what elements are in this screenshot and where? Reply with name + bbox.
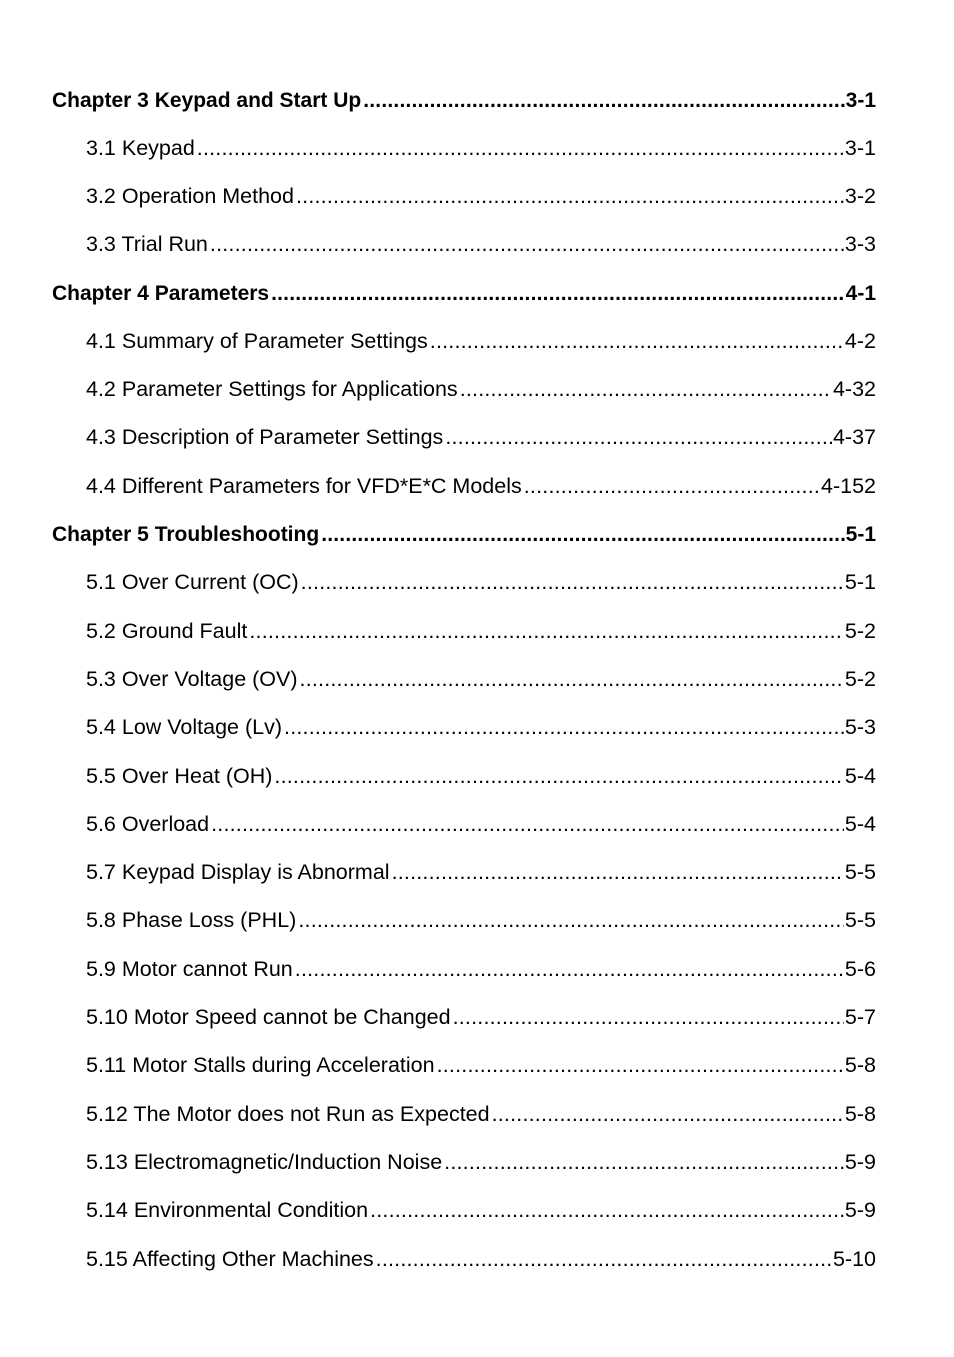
toc-dot-leader	[437, 1055, 844, 1077]
toc-entry-page: 4-2	[844, 328, 876, 353]
toc-section-5-1[interactable]	[0, 559, 954, 607]
toc-entry-title: 5.5 Over Heat (OH)	[86, 763, 273, 788]
toc-section-4-1[interactable]	[0, 317, 954, 365]
toc-entry-title: 5.15 Affecting Other Machines	[86, 1246, 374, 1271]
toc-entry-page: 5-4	[844, 811, 876, 836]
toc-entry-title: 4.3 Description of Parameter Settings	[86, 425, 444, 450]
toc-section-5-5[interactable]	[0, 752, 954, 800]
toc-dot-leader	[321, 524, 844, 545]
toc-dot-leader	[430, 331, 844, 353]
toc-entry-title: 4.1 Summary of Parameter Settings	[86, 328, 428, 353]
toc-entry-title: 4.4 Different Parameters for VFD*E*C Models	[86, 473, 522, 498]
toc-dot-leader	[492, 1104, 844, 1126]
toc-entry-page: 5-8	[844, 1101, 876, 1126]
toc-section-5-12[interactable]	[0, 1090, 954, 1138]
toc-dot-leader	[376, 1249, 832, 1271]
toc-entry-title: 5.4 Low Voltage (Lv)	[86, 715, 283, 740]
toc-entry-title: 5.9 Motor cannot Run	[86, 956, 293, 981]
toc-entry-page: 5-1	[845, 523, 876, 547]
toc-entry-title: Chapter 5 Troubleshooting	[52, 523, 320, 547]
toc-dot-leader	[301, 572, 844, 594]
toc-dot-leader	[460, 379, 832, 401]
toc-dot-leader	[210, 234, 844, 256]
toc-dot-leader	[453, 1007, 844, 1029]
toc-section-5-3[interactable]	[0, 656, 954, 704]
toc-entry-page: 5-5	[844, 860, 876, 885]
toc-section-5-6[interactable]	[0, 800, 954, 848]
toc-entry-title: 5.7 Keypad Display is Abnormal	[86, 860, 390, 885]
table-of-contents	[0, 76, 954, 1283]
toc-dot-leader	[271, 283, 845, 304]
toc-dot-leader	[370, 1200, 844, 1222]
toc-entry-page: 3-3	[844, 232, 876, 257]
toc-section-4-4[interactable]	[0, 462, 954, 510]
toc-entry-title: 5.6 Overload	[86, 811, 210, 836]
toc-entry-title: 5.3 Over Voltage (OV)	[86, 666, 298, 691]
toc-entry-title: 5.13 Electromagnetic/Induction Noise	[86, 1149, 443, 1174]
toc-entry-page: 4-32	[832, 377, 876, 402]
toc-entry-page: 5-2	[844, 666, 876, 691]
toc-section-3-3[interactable]	[0, 221, 954, 269]
toc-section-5-7[interactable]	[0, 849, 954, 897]
toc-entry-page: 3-1	[845, 88, 876, 112]
toc-entry-title: Chapter 3 Keypad and Start Up	[52, 88, 362, 112]
toc-entry-page: 5-5	[844, 908, 876, 933]
toc-section-5-11[interactable]	[0, 1042, 954, 1090]
toc-entry-page: 4-152	[821, 473, 876, 498]
toc-dot-leader	[274, 766, 844, 788]
toc-entry-title: 5.12 The Motor does not Run as Expected	[86, 1101, 490, 1126]
toc-section-5-15[interactable]	[0, 1235, 954, 1283]
toc-section-3-1[interactable]	[0, 124, 954, 172]
toc-dot-leader	[295, 959, 844, 981]
toc-section-5-14[interactable]	[0, 1187, 954, 1235]
toc-section-3-2[interactable]	[0, 173, 954, 221]
toc-section-5-10[interactable]	[0, 994, 954, 1042]
toc-section-4-3[interactable]	[0, 414, 954, 462]
toc-entry-page: 3-1	[844, 135, 876, 160]
toc-chapter-5[interactable]	[0, 511, 954, 559]
toc-entry-title: 5.2 Ground Fault	[86, 618, 248, 643]
toc-entry-title: 5.11 Motor Stalls during Acceleration	[86, 1053, 435, 1078]
toc-entry-title: 5.1 Over Current (OC)	[86, 570, 299, 595]
toc-section-4-2[interactable]	[0, 366, 954, 414]
toc-entry-page: 5-8	[844, 1053, 876, 1078]
toc-entry-page: 5-7	[844, 1005, 876, 1030]
toc-dot-leader	[211, 814, 844, 836]
toc-dot-leader	[524, 476, 820, 498]
toc-entry-title: 3.2 Operation Method	[86, 183, 294, 208]
toc-entry-page: 5-3	[844, 715, 876, 740]
toc-entry-title: 5.8 Phase Loss (PHL)	[86, 908, 297, 933]
toc-dot-leader	[197, 138, 844, 160]
toc-entry-title: 5.14 Environmental Condition	[86, 1198, 369, 1223]
toc-entry-page: 3-2	[844, 183, 876, 208]
toc-dot-leader	[392, 862, 844, 884]
toc-dot-leader	[444, 1152, 844, 1174]
toc-entry-page: 4-37	[832, 425, 876, 450]
toc-chapter-4[interactable]	[0, 269, 954, 317]
toc-entry-page: 5-4	[844, 763, 876, 788]
toc-entry-page: 5-9	[844, 1198, 876, 1223]
toc-entry-page: 5-1	[844, 570, 876, 595]
toc-dot-leader	[298, 910, 844, 932]
toc-dot-leader	[445, 427, 832, 449]
toc-entry-title: 3.3 Trial Run	[86, 232, 208, 257]
toc-section-5-2[interactable]	[0, 607, 954, 655]
toc-section-5-9[interactable]	[0, 945, 954, 993]
toc-entry-title: 3.1 Keypad	[86, 135, 195, 160]
toc-section-5-13[interactable]	[0, 1139, 954, 1187]
toc-entry-title: 4.2 Parameter Settings for Applications	[86, 377, 458, 402]
toc-entry-page: 5-6	[844, 956, 876, 981]
toc-entry-page: 4-1	[845, 281, 876, 305]
toc-entry-page: 5-9	[844, 1149, 876, 1174]
toc-entry-page: 5-10	[832, 1246, 876, 1271]
toc-dot-leader	[284, 717, 844, 739]
toc-dot-leader	[300, 669, 844, 691]
toc-dot-leader	[296, 186, 844, 208]
toc-dot-leader	[249, 621, 844, 643]
toc-section-5-4[interactable]	[0, 704, 954, 752]
toc-entry-title: 5.10 Motor Speed cannot be Changed	[86, 1005, 451, 1030]
toc-entry-page: 5-2	[844, 618, 876, 643]
toc-chapter-3[interactable]	[0, 76, 954, 124]
toc-dot-leader	[363, 90, 844, 111]
toc-section-5-8[interactable]	[0, 897, 954, 945]
toc-entry-title: Chapter 4 Parameters	[52, 281, 270, 305]
